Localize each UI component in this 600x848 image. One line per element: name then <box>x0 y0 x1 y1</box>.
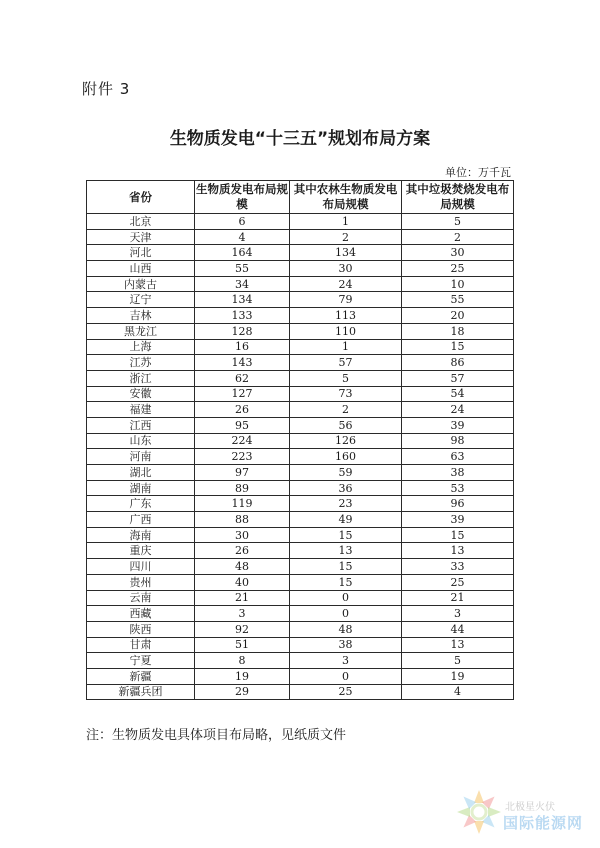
table-row <box>87 370 514 386</box>
cell-waste-incineration-capacity: 86 <box>402 355 514 371</box>
cell-province: 甘肃 <box>87 637 195 653</box>
cell-waste-incineration-capacity: 38 <box>402 465 514 481</box>
cell-waste-incineration-capacity: 21 <box>402 590 514 606</box>
cell-waste-incineration-capacity: 5 <box>402 214 514 230</box>
cell-total-capacity: 164 <box>195 245 290 261</box>
cell-total-capacity: 8 <box>195 653 290 669</box>
table-row <box>87 276 514 292</box>
table-row <box>87 465 514 481</box>
cell-province: 北京 <box>87 214 195 230</box>
cell-province: 西藏 <box>87 606 195 622</box>
cell-waste-incineration-capacity: 54 <box>402 386 514 402</box>
cell-waste-incineration-capacity: 39 <box>402 512 514 528</box>
cell-total-capacity: 89 <box>195 480 290 496</box>
cell-agri-forest-capacity: 160 <box>290 449 402 465</box>
cell-agri-forest-capacity: 13 <box>290 543 402 559</box>
cell-province: 浙江 <box>87 370 195 386</box>
cell-waste-incineration-capacity: 33 <box>402 559 514 575</box>
cell-agri-forest-capacity: 79 <box>290 292 402 308</box>
cell-province: 湖北 <box>87 465 195 481</box>
cell-waste-incineration-capacity: 25 <box>402 261 514 277</box>
header-waste-incineration-capacity: 其中垃圾焚烧发电布局规模 <box>402 181 514 214</box>
cell-total-capacity: 26 <box>195 402 290 418</box>
watermark-big-text: 国际能源网 <box>503 814 584 832</box>
cell-total-capacity: 48 <box>195 559 290 575</box>
table-row <box>87 621 514 637</box>
capacity-table <box>86 180 514 700</box>
sun-logo-icon <box>455 788 503 836</box>
table-row <box>87 480 514 496</box>
cell-total-capacity: 88 <box>195 512 290 528</box>
cell-waste-incineration-capacity: 3 <box>402 606 514 622</box>
cell-province: 湖南 <box>87 480 195 496</box>
cell-waste-incineration-capacity: 55 <box>402 292 514 308</box>
cell-province: 贵州 <box>87 574 195 590</box>
cell-agri-forest-capacity: 15 <box>290 559 402 575</box>
table-row <box>87 339 514 355</box>
cell-total-capacity: 16 <box>195 339 290 355</box>
cell-total-capacity: 119 <box>195 496 290 512</box>
cell-total-capacity: 26 <box>195 543 290 559</box>
table-row <box>87 653 514 669</box>
table-row <box>87 590 514 606</box>
cell-agri-forest-capacity: 15 <box>290 574 402 590</box>
cell-waste-incineration-capacity: 20 <box>402 308 514 324</box>
cell-agri-forest-capacity: 3 <box>290 653 402 669</box>
table-row <box>87 245 514 261</box>
cell-total-capacity: 143 <box>195 355 290 371</box>
table-row <box>87 684 514 700</box>
cell-total-capacity: 34 <box>195 276 290 292</box>
cell-province: 新疆兵团 <box>87 684 195 700</box>
table-row <box>87 512 514 528</box>
table-row <box>87 214 514 230</box>
cell-total-capacity: 55 <box>195 261 290 277</box>
footnote: 注：生物质发电具体项目布局略，见纸质文件 <box>86 728 347 743</box>
cell-total-capacity: 127 <box>195 386 290 402</box>
table-row <box>87 606 514 622</box>
cell-province: 河南 <box>87 449 195 465</box>
cell-waste-incineration-capacity: 30 <box>402 245 514 261</box>
cell-province: 宁夏 <box>87 653 195 669</box>
cell-waste-incineration-capacity: 19 <box>402 668 514 684</box>
unit-label: 单位：万千瓦 <box>445 166 511 179</box>
table-row <box>87 292 514 308</box>
cell-province: 江苏 <box>87 355 195 371</box>
cell-agri-forest-capacity: 2 <box>290 402 402 418</box>
cell-total-capacity: 3 <box>195 606 290 622</box>
cell-province: 新疆 <box>87 668 195 684</box>
cell-province: 重庆 <box>87 543 195 559</box>
cell-agri-forest-capacity: 73 <box>290 386 402 402</box>
table-row <box>87 527 514 543</box>
cell-total-capacity: 19 <box>195 668 290 684</box>
cell-waste-incineration-capacity: 96 <box>402 496 514 512</box>
table-row <box>87 261 514 277</box>
cell-waste-incineration-capacity: 15 <box>402 527 514 543</box>
cell-total-capacity: 4 <box>195 229 290 245</box>
cell-province: 江西 <box>87 417 195 433</box>
watermark-small-text: 北极星火伏 <box>505 802 555 813</box>
cell-total-capacity: 30 <box>195 527 290 543</box>
cell-province: 陕西 <box>87 621 195 637</box>
table-row <box>87 559 514 575</box>
cell-waste-incineration-capacity: 24 <box>402 402 514 418</box>
cell-province: 福建 <box>87 402 195 418</box>
table-row <box>87 323 514 339</box>
cell-waste-incineration-capacity: 4 <box>402 684 514 700</box>
watermark <box>455 788 585 838</box>
cell-province: 黑龙江 <box>87 323 195 339</box>
cell-total-capacity: 223 <box>195 449 290 465</box>
cell-waste-incineration-capacity: 18 <box>402 323 514 339</box>
cell-waste-incineration-capacity: 5 <box>402 653 514 669</box>
cell-total-capacity: 134 <box>195 292 290 308</box>
cell-waste-incineration-capacity: 39 <box>402 417 514 433</box>
cell-total-capacity: 6 <box>195 214 290 230</box>
cell-agri-forest-capacity: 0 <box>290 668 402 684</box>
cell-total-capacity: 29 <box>195 684 290 700</box>
header-agri-forest-capacity: 其中农林生物质发电布局规模 <box>290 181 402 214</box>
cell-agri-forest-capacity: 110 <box>290 323 402 339</box>
cell-province: 辽宁 <box>87 292 195 308</box>
cell-total-capacity: 133 <box>195 308 290 324</box>
cell-agri-forest-capacity: 36 <box>290 480 402 496</box>
cell-agri-forest-capacity: 2 <box>290 229 402 245</box>
cell-agri-forest-capacity: 1 <box>290 214 402 230</box>
cell-agri-forest-capacity: 5 <box>290 370 402 386</box>
table-row <box>87 308 514 324</box>
cell-total-capacity: 40 <box>195 574 290 590</box>
attachment-label: 附件 3 <box>82 80 131 98</box>
cell-agri-forest-capacity: 49 <box>290 512 402 528</box>
table-row <box>87 417 514 433</box>
table-header <box>87 181 514 214</box>
cell-total-capacity: 224 <box>195 433 290 449</box>
table-row <box>87 637 514 653</box>
cell-province: 海南 <box>87 527 195 543</box>
cell-total-capacity: 95 <box>195 417 290 433</box>
cell-total-capacity: 51 <box>195 637 290 653</box>
table-body <box>87 214 514 700</box>
cell-province: 河北 <box>87 245 195 261</box>
cell-agri-forest-capacity: 0 <box>290 606 402 622</box>
cell-province: 安徽 <box>87 386 195 402</box>
cell-agri-forest-capacity: 25 <box>290 684 402 700</box>
table-row <box>87 543 514 559</box>
cell-agri-forest-capacity: 1 <box>290 339 402 355</box>
cell-waste-incineration-capacity: 44 <box>402 621 514 637</box>
table-row <box>87 433 514 449</box>
cell-province: 广西 <box>87 512 195 528</box>
cell-agri-forest-capacity: 57 <box>290 355 402 371</box>
cell-agri-forest-capacity: 134 <box>290 245 402 261</box>
cell-agri-forest-capacity: 0 <box>290 590 402 606</box>
table-row <box>87 496 514 512</box>
cell-waste-incineration-capacity: 13 <box>402 637 514 653</box>
header-total-capacity: 生物质发电布局规模 <box>195 181 290 214</box>
cell-total-capacity: 62 <box>195 370 290 386</box>
cell-agri-forest-capacity: 48 <box>290 621 402 637</box>
cell-total-capacity: 92 <box>195 621 290 637</box>
header-row <box>87 181 514 214</box>
table-row <box>87 229 514 245</box>
document-title: 生物质发电“十三五”规划布局方案 <box>169 129 431 149</box>
cell-province: 四川 <box>87 559 195 575</box>
header-province: 省份 <box>87 181 195 214</box>
cell-agri-forest-capacity: 38 <box>290 637 402 653</box>
cell-waste-incineration-capacity: 98 <box>402 433 514 449</box>
cell-province: 上海 <box>87 339 195 355</box>
cell-waste-incineration-capacity: 10 <box>402 276 514 292</box>
cell-agri-forest-capacity: 24 <box>290 276 402 292</box>
table-row <box>87 449 514 465</box>
cell-waste-incineration-capacity: 63 <box>402 449 514 465</box>
cell-agri-forest-capacity: 23 <box>290 496 402 512</box>
cell-province: 内蒙古 <box>87 276 195 292</box>
cell-agri-forest-capacity: 56 <box>290 417 402 433</box>
cell-agri-forest-capacity: 59 <box>290 465 402 481</box>
cell-agri-forest-capacity: 126 <box>290 433 402 449</box>
cell-province: 云南 <box>87 590 195 606</box>
cell-agri-forest-capacity: 113 <box>290 308 402 324</box>
cell-province: 山西 <box>87 261 195 277</box>
cell-agri-forest-capacity: 30 <box>290 261 402 277</box>
cell-province: 吉林 <box>87 308 195 324</box>
cell-waste-incineration-capacity: 53 <box>402 480 514 496</box>
table-row <box>87 574 514 590</box>
cell-waste-incineration-capacity: 13 <box>402 543 514 559</box>
cell-waste-incineration-capacity: 25 <box>402 574 514 590</box>
table-row <box>87 386 514 402</box>
cell-total-capacity: 21 <box>195 590 290 606</box>
cell-agri-forest-capacity: 15 <box>290 527 402 543</box>
cell-total-capacity: 97 <box>195 465 290 481</box>
cell-province: 山东 <box>87 433 195 449</box>
cell-province: 广东 <box>87 496 195 512</box>
table-row <box>87 402 514 418</box>
cell-total-capacity: 128 <box>195 323 290 339</box>
cell-waste-incineration-capacity: 15 <box>402 339 514 355</box>
cell-province: 天津 <box>87 229 195 245</box>
table-row <box>87 668 514 684</box>
cell-waste-incineration-capacity: 2 <box>402 229 514 245</box>
table-row <box>87 355 514 371</box>
cell-waste-incineration-capacity: 57 <box>402 370 514 386</box>
